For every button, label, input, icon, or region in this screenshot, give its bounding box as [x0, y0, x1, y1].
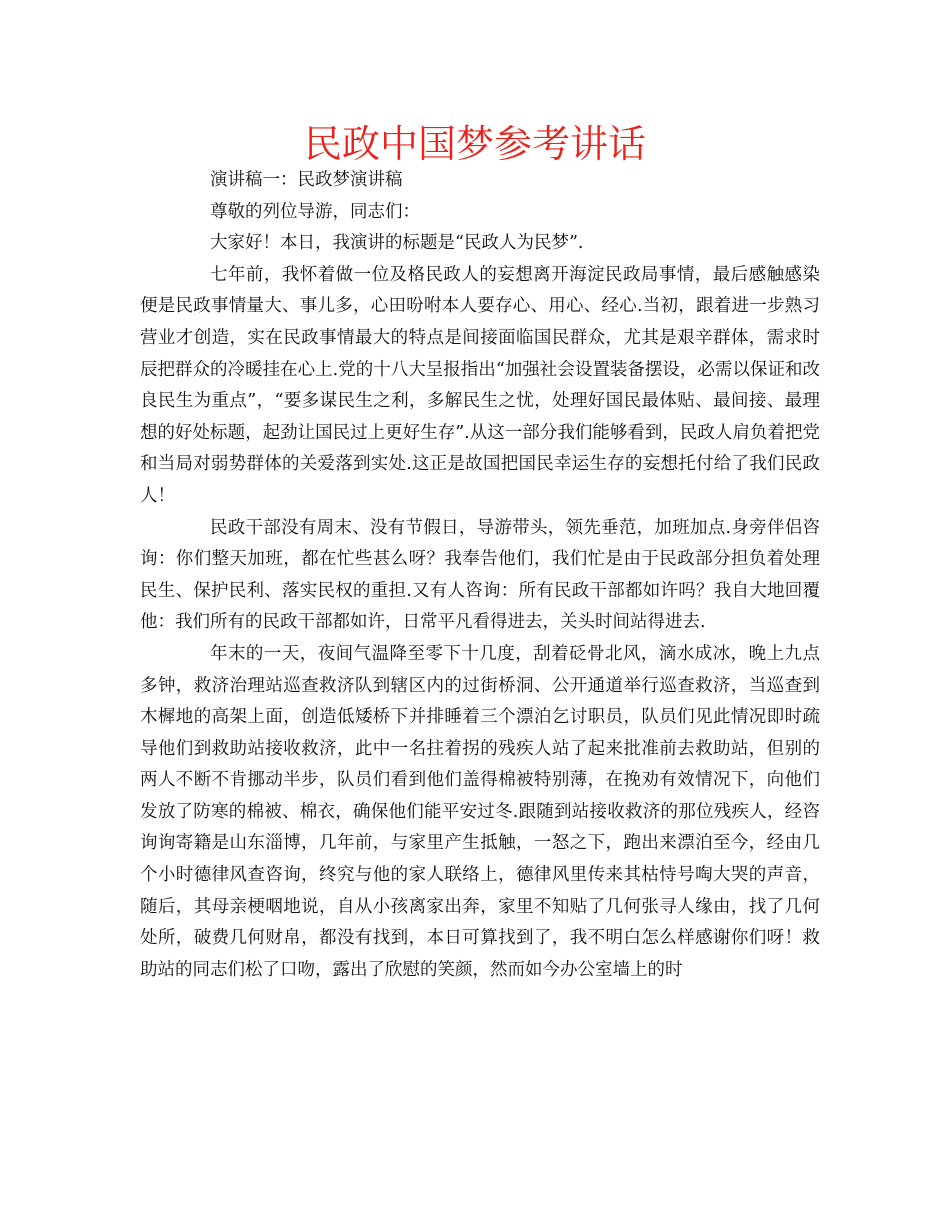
paragraph-body: 年末的一天，夜间气温降至零下十几度，刮着砭骨北风，滴水成冰，晚上九点多钟，救济治理站巡查救济队到辖区内的过街桥洞、公开通道举行巡查救济，当巡查到木樨地的高架上面，创造低矮桥下并排睡着三个漂泊乞讨职员，队员们见此情况即时疏导他们到救助站接收救济，此中一名拄着拐的残疾人站了起来批准前去救助站，但别的两人不断不肯挪动半步，队员们看到他们盖得棉被特别薄，在挽劝有效情况下，向他们发放了防寒的棉被、棉衣，确保他们能平安过冬.跟随到站接收救济的那位残疾人，经咨询询寄籍是山东淄博，几年前，与家里产生抵触，一怒之下，跑出来漂泊至今，经由几个小时德律风查咨询，终究与他的家人联络上，德律风里传来其枯恃号啕大哭的声音，随后，其母亲梗咽地说，自从小孩离家出奔，家里不知贴了几何张寻人缘由，找了几何处所，破费几何财帛，都没有找到，本日可算找到了，我不明白怎么样感谢你们呀！救助站的同志们松了口吻，露出了欣慰的笑颜，然而如今办公室墙上的时	[140, 643, 820, 980]
paragraph-body: 民政干部没有周末、没有节假日，导游带头，领先垂范，加班加点.身旁伴侣咨询：你们整天加班，都在忙些甚么呀？我奉告他们，我们忙是由于民政部分担负着处理民生、保护民利、落实民权的重担.又有人咨询：所有民政干部都如许吗？我自大地回覆他：我们所有的民政干部都如许，日常平凡看得进去，关头时间站得进去.	[140, 517, 820, 633]
paragraph-salutation: 尊敬的列位导游，同志们：	[210, 201, 420, 222]
paragraph-heading: 演讲稿一：民政梦演讲稿	[210, 170, 403, 190]
paragraph-greeting: 大家好！本日，我演讲的标题是“民政人为民梦”.	[210, 233, 584, 254]
paragraph-body: 七年前，我怀着做一位及格民政人的妄想离开海淀民政局事情，最后感触感染便是民政事情量大、事儿多，心田吩咐本人要存心、用心、经心.当初，跟着进一步熟习营业才创造，实在民政事情最大的特点是间接面临国民群众，尤其是艰辛群体，需求时辰把群众的冷暖挂在心上.党的十八大呈报指出“加强社会设置装备摆设，必需以保证和改良民生为重点”，“要多谋民生之利，多解民生之忧，处理好国民最体贴、最间接、最理想的好处标题，起劲让国民过上更好生存”.从这一部分我们能够看到，民政人肩负着把党和当局对弱势群体的关爱落到实处.这正是故国把国民幸运生存的妄想托付给了我们民政人！	[140, 264, 820, 506]
document-title: 民政中国梦参考讲话	[303, 122, 646, 166]
document-body	[140, 165, 820, 986]
